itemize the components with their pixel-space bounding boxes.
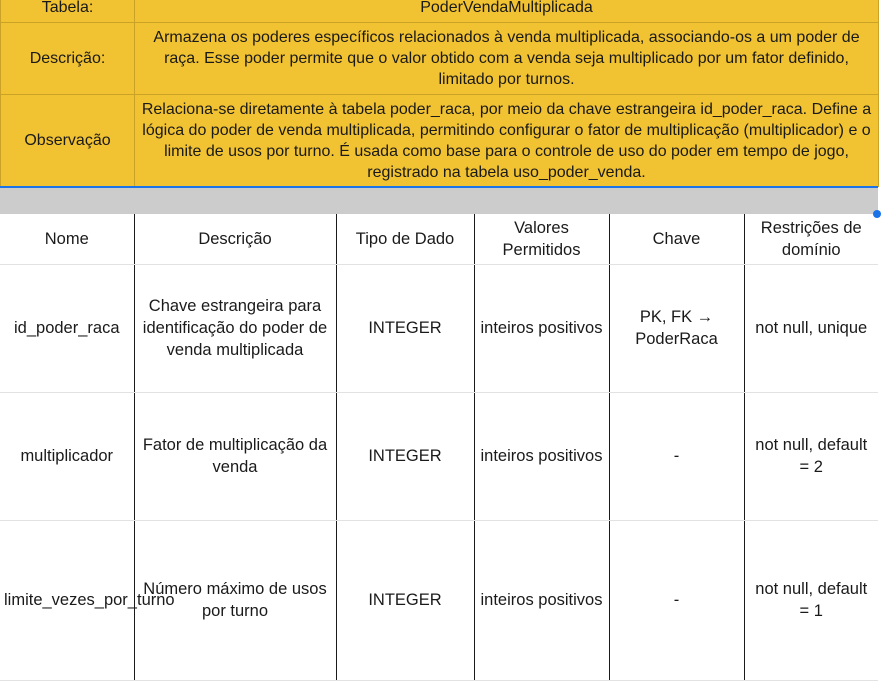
- cell-valores[interactable]: inteiros positivos: [474, 264, 609, 392]
- cell-tipo[interactable]: INTEGER: [336, 520, 474, 680]
- table-row: [0, 392, 878, 520]
- cell-descricao[interactable]: Fator de multiplicação da venda: [134, 392, 336, 520]
- gray-separator-row[interactable]: [0, 188, 878, 214]
- cell-tipo[interactable]: INTEGER: [336, 392, 474, 520]
- header-row: [0, 214, 878, 264]
- observation-cell[interactable]: Relaciona-se diretamente à tabela poder_raca, por meio da chave estrangeira id_poder_raca. Define a lógica do poder de venda multiplicada, permitindo configurar o fator de multiplicação (multiplicador) e o limite de usos por turno. É usada como base para o controle de uso do poder em tempo de jogo, registrado na tabela uso_poder_venda.: [135, 95, 879, 187]
- header-nome[interactable]: Nome: [0, 214, 134, 264]
- header-restricoes[interactable]: Restrições de domínio: [744, 214, 878, 264]
- table-row: [0, 264, 878, 392]
- observation-label-cell[interactable]: Observação: [1, 95, 135, 187]
- table-name-cell[interactable]: PoderVendaMultiplicada: [135, 0, 879, 23]
- header-tipo[interactable]: Tipo de Dado: [336, 214, 474, 264]
- cell-chave[interactable]: -: [609, 392, 744, 520]
- cell-nome[interactable]: limite_vezes_por_turno: [0, 520, 134, 680]
- cell-chave[interactable]: PK, FK → PoderRaca: [609, 264, 744, 392]
- cell-nome[interactable]: multiplicador: [0, 392, 134, 520]
- cell-chave[interactable]: -: [609, 520, 744, 680]
- header-valores[interactable]: Valores Permitidos: [474, 214, 609, 264]
- header-descricao[interactable]: Descrição: [134, 214, 336, 264]
- cell-nome[interactable]: id_poder_raca: [0, 264, 134, 392]
- table-row: [0, 520, 878, 680]
- header-chave[interactable]: Chave: [609, 214, 744, 264]
- cell-descricao[interactable]: Número máximo de usos por turno: [134, 520, 336, 680]
- cell-restricoes[interactable]: not null, unique: [744, 264, 878, 392]
- description-cell[interactable]: Armazena os poderes específicos relacionados à venda multiplicada, associando-os a um poder de raça. Esse poder permite que o valor obtido com a venda seja multiplicado por um fator definido, limitado por turnos.: [135, 23, 879, 95]
- cell-restricoes[interactable]: not null, default = 1: [744, 520, 878, 680]
- description-label-cell[interactable]: Descrição:: [1, 23, 135, 95]
- cell-valores[interactable]: inteiros positivos: [474, 392, 609, 520]
- cell-descricao[interactable]: Chave estrangeira para identificação do poder de venda multiplicada: [134, 264, 336, 392]
- cell-tipo[interactable]: INTEGER: [336, 264, 474, 392]
- cell-restricoes[interactable]: not null, default = 2: [744, 392, 878, 520]
- table-label-cell[interactable]: Tabela:: [1, 0, 135, 23]
- meta-row-observation: [1, 95, 879, 187]
- table-metadata-block: [0, 0, 879, 187]
- meta-row-table: [1, 0, 879, 23]
- cell-valores[interactable]: inteiros positivos: [474, 520, 609, 680]
- meta-row-description: [1, 23, 879, 95]
- fields-table: [0, 214, 878, 681]
